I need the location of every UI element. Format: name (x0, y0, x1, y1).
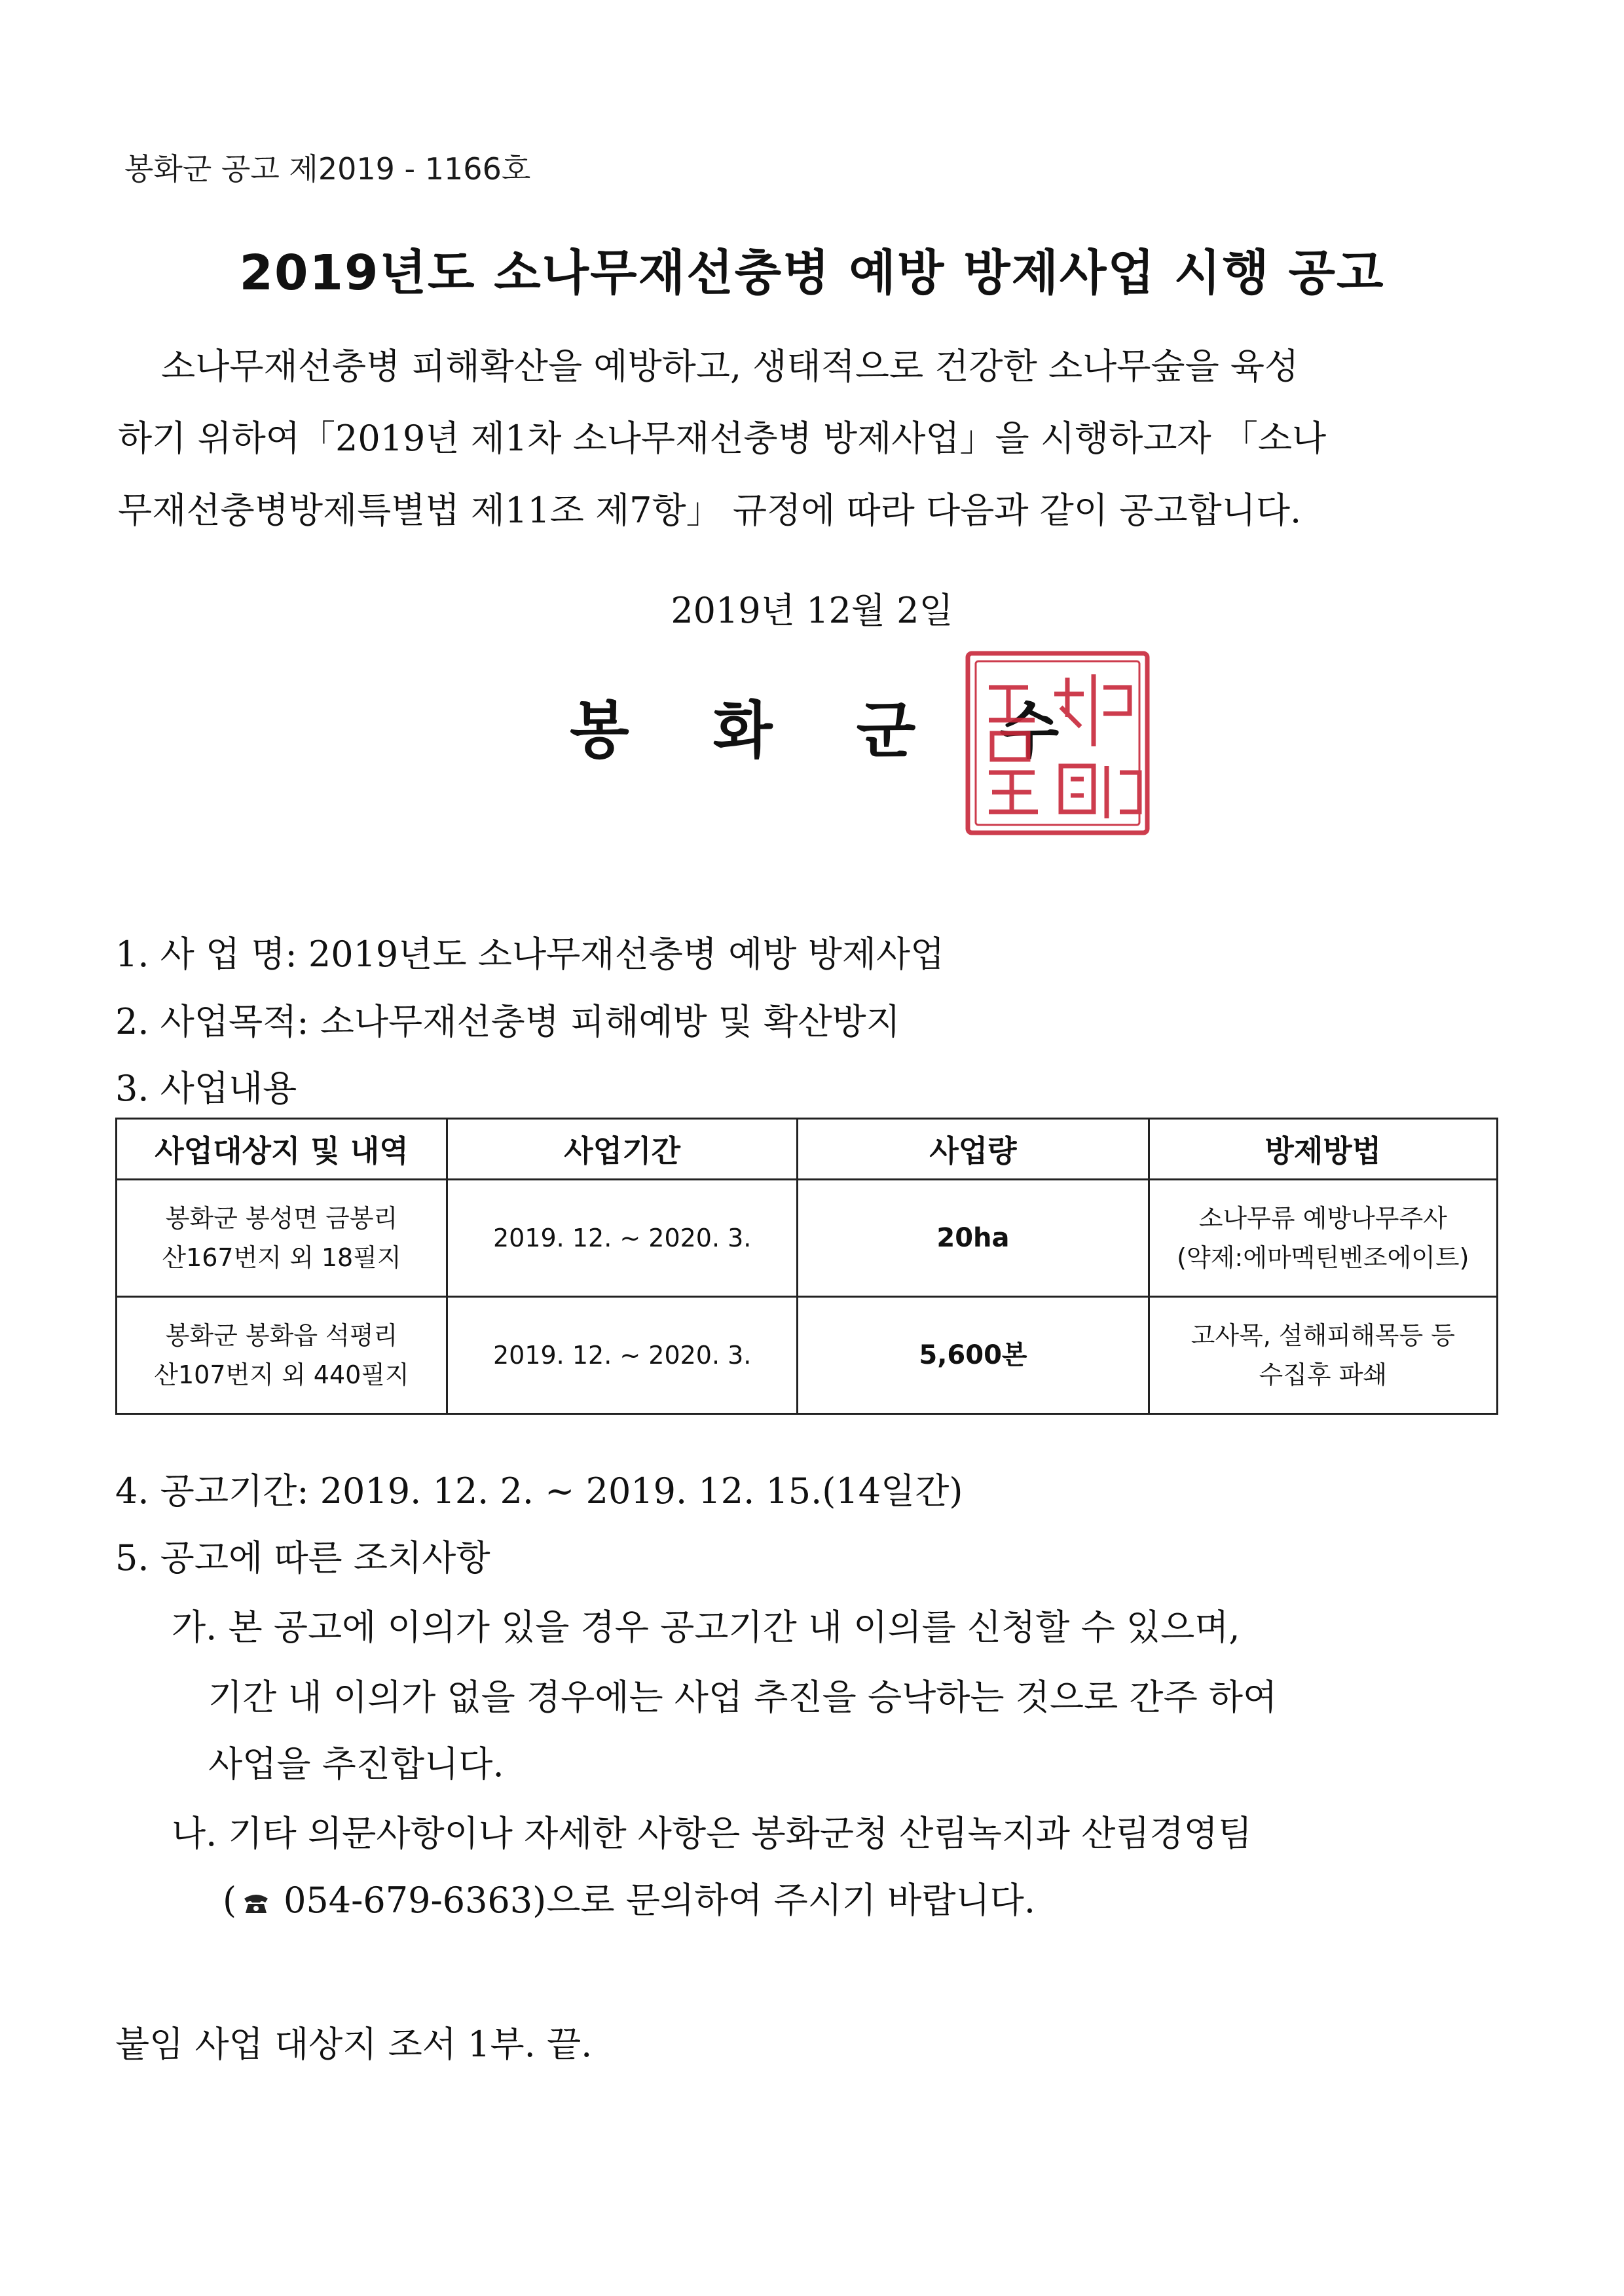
method-line-1: 소나무류 예방나무주사 (1198, 1204, 1447, 1233)
cell-method (1149, 1297, 1497, 1414)
action-na-line-2 (223, 1872, 1035, 1923)
intro-line-3: 무재선충병방제특별법 제11조 제7항」 규정에 따라 다음과 같이 공고합니다. (118, 490, 1302, 531)
action-na-line-1: 나. 기타 의문사항이나 자세한 사항은 봉화군청 산림녹지과 산림경영팀 (172, 1813, 1253, 1854)
item-business-purpose: 2. 사업목적: 소나무재선충병 피해예방 및 확산방지 (115, 1001, 900, 1042)
intro-line-2: 하기 위하여「2019년 제1차 소나무재선충병 방제사업」을 시행하고자 「소나 (118, 418, 1327, 459)
table-header-row (117, 1119, 1498, 1180)
method-line-2: (약제:에마멕틴벤조에이트) (1177, 1243, 1469, 1272)
target-line-1: 봉화군 봉화읍 석평리 (165, 1321, 398, 1350)
intro-paragraph (118, 331, 1506, 547)
item-business-name: 1. 사 업 명: 2019년도 소나무재선충병 예방 방제사업 (115, 934, 945, 975)
action-ga-line-2: 기간 내 이의가 없을 경우에는 사업 추진을 승낙하는 것으로 간주 하여 (208, 1677, 1278, 1718)
table-row (117, 1180, 1498, 1297)
cell-period: 2019. 12. ~ 2020. 3. (447, 1180, 798, 1297)
open-paren: ( (223, 1880, 237, 1921)
col-header-target: 사업대상지 및 내역 (117, 1119, 447, 1180)
col-header-period: 사업기간 (447, 1119, 798, 1180)
attachment-note: 붙임 사업 대상지 조서 1부. 끝. (115, 2024, 593, 2065)
action-ga-line-1: 가. 본 공고에 이의가 있을 경우 공고기간 내 이의를 신청할 수 있으며, (172, 1607, 1240, 1648)
target-line-1: 봉화군 봉성면 금봉리 (165, 1204, 398, 1233)
issue-date: 2019년 12월 2일 (671, 590, 953, 631)
col-header-quantity: 사업량 (798, 1119, 1149, 1180)
cell-quantity: 5,600본 (798, 1297, 1149, 1414)
contact-text: 054-679-6363)으로 문의하여 주시기 바랍니다. (284, 1880, 1035, 1921)
method-line-2: 수집후 파쇄 (1259, 1360, 1388, 1389)
intro-line-1: 소나무재선충병 피해확산을 예방하고, 생태적으로 건강한 소나무숲을 육성 (161, 346, 1299, 387)
telephone-icon (242, 1892, 270, 1914)
document-title: 2019년도 소나무재선충병 예방 방제사업 시행 공고 (239, 245, 1385, 301)
cell-quantity: 20ha (798, 1180, 1149, 1297)
official-seal-icon (963, 648, 1153, 838)
notice-number: 봉화군 공고 제2019 - 1166호 (124, 151, 531, 187)
table-row (117, 1297, 1498, 1414)
target-line-2: 산107번지 외 440필지 (154, 1360, 409, 1389)
action-ga-line-3: 사업을 추진합니다. (208, 1743, 504, 1785)
method-line-1: 고사목, 설해피해목등 등 (1190, 1321, 1455, 1350)
cell-period: 2019. 12. ~ 2020. 3. (447, 1297, 798, 1414)
col-header-method: 방제방법 (1149, 1119, 1497, 1180)
business-table (115, 1118, 1498, 1415)
issuer-name: 봉화군수 (570, 695, 1143, 767)
target-line-2: 산167번지 외 18필지 (162, 1243, 401, 1272)
cell-target (117, 1180, 447, 1297)
item-business-content: 3. 사업내용 (115, 1068, 297, 1109)
item-actions: 5. 공고에 따른 조치사항 (115, 1537, 490, 1578)
cell-target (117, 1297, 447, 1414)
cell-method (1149, 1180, 1497, 1297)
item-notice-period: 4. 공고기간: 2019. 12. 2. ~ 2019. 12. 15.(14일간) (115, 1470, 963, 1512)
